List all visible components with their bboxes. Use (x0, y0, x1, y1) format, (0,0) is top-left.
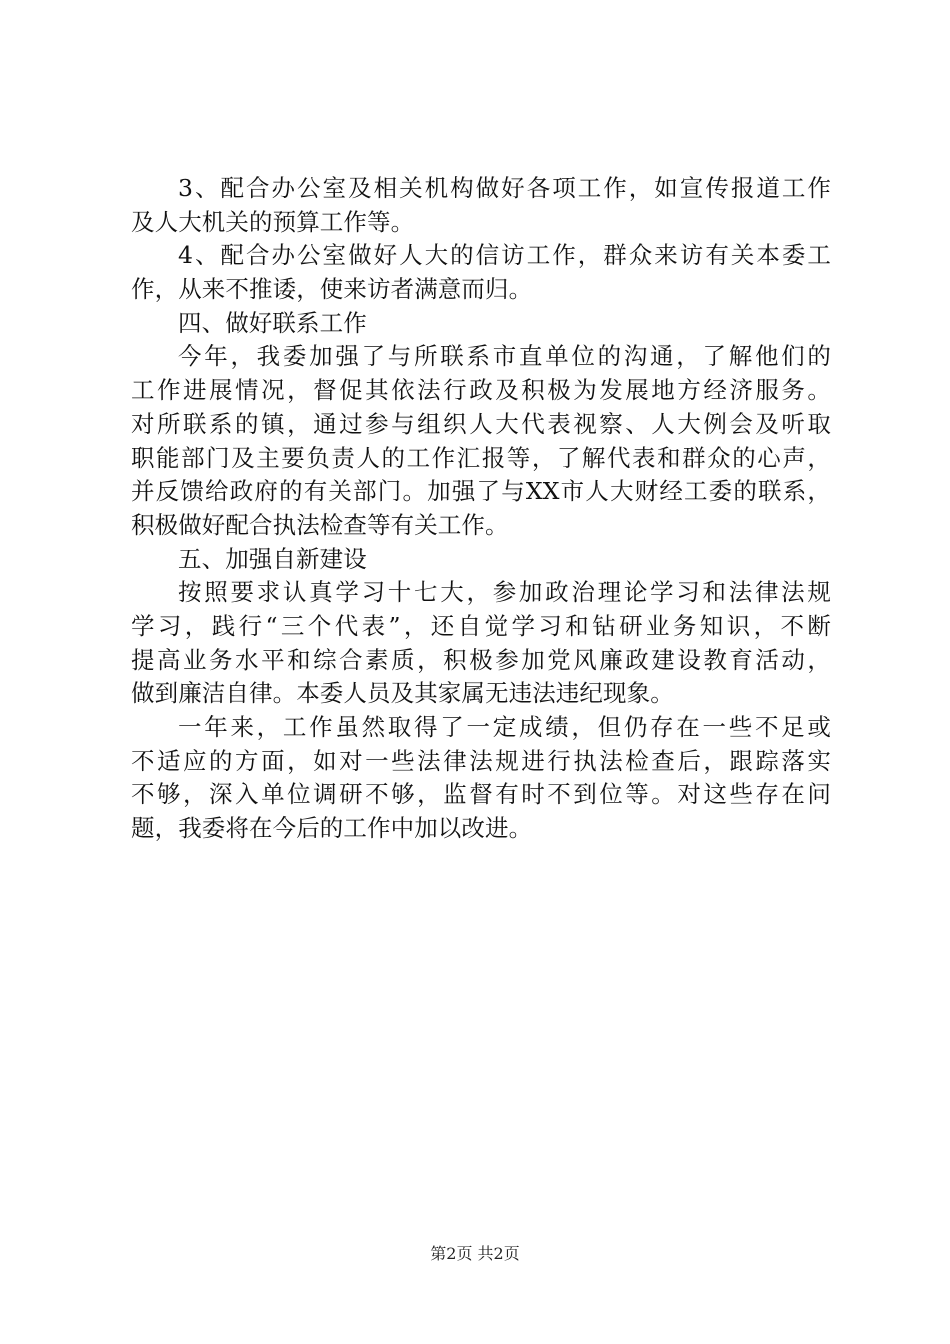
paragraph-liaison-line-5: 并反馈给政府的有关部门。加强了与XX市人大财经工委的联系， (131, 477, 831, 506)
paragraph-study-line-2: 学习，践行“三个代表”，还自觉学习和钻研业务知识，不断 (131, 611, 831, 640)
paragraph-summary-line-2: 不适应的方面，如对一些法律法规进行执法检查后，跟踪落实 (131, 746, 831, 775)
paragraph-study-line-1: 按照要求认真学习十七大，参加政治理论学习和法律法规 (178, 578, 831, 607)
paragraph-item-3-line-1: 3、配合办公室及相关机构做好各项工作，如宣传报道工作 (178, 174, 831, 202)
paragraph-summary-line-4: 题，我委将在今后的工作中加以改进。 (131, 814, 533, 843)
paragraph-item-3-line-2: 及人大机关的预算工作等。 (131, 207, 415, 236)
paragraph-study-line-3: 提高业务水平和综合素质，积极参加党风廉政建设教育活动， (131, 645, 831, 674)
paragraph-liaison-line-3: 对所联系的镇，通过参与组织人大代表视察、人大例会及听取 (131, 409, 831, 438)
section-heading-4: 四、做好联系工作 (178, 308, 367, 337)
paragraph-liaison-line-1: 今年，我委加强了与所联系市直单位的沟通，了解他们的 (178, 342, 831, 371)
section-heading-5: 五、加强自新建设 (178, 544, 367, 573)
paragraph-liaison-line-4: 职能部门及主要负责人的工作汇报等，了解代表和群众的心声， (131, 443, 831, 472)
document-body (131, 172, 831, 846)
paragraph-liaison-line-2: 工作进展情况，督促其依法行政及积极为发展地方经济服务。 (131, 376, 831, 405)
paragraph-summary-line-1: 一年来，工作虽然取得了一定成绩，但仍存在一些不足或 (178, 713, 831, 741)
paragraph-summary-line-3: 不够，深入单位调研不够，监督有时不到位等。对这些存在问 (131, 780, 831, 809)
paragraph-item-4-line-2: 作，从来不推诿，使来访者满意而归。 (131, 275, 533, 304)
paragraph-study-line-4: 做到廉洁自律。本委人员及其家属无违法违纪现象。 (131, 679, 674, 708)
page-number-footer: 第2页 共2页 (430, 1244, 520, 1263)
paragraph-liaison-line-6: 积极做好配合执法检查等有关工作。 (131, 510, 509, 539)
paragraph-item-4-line-1: 4、配合办公室做好人大的信访工作，群众来访有关本委工 (178, 241, 831, 270)
